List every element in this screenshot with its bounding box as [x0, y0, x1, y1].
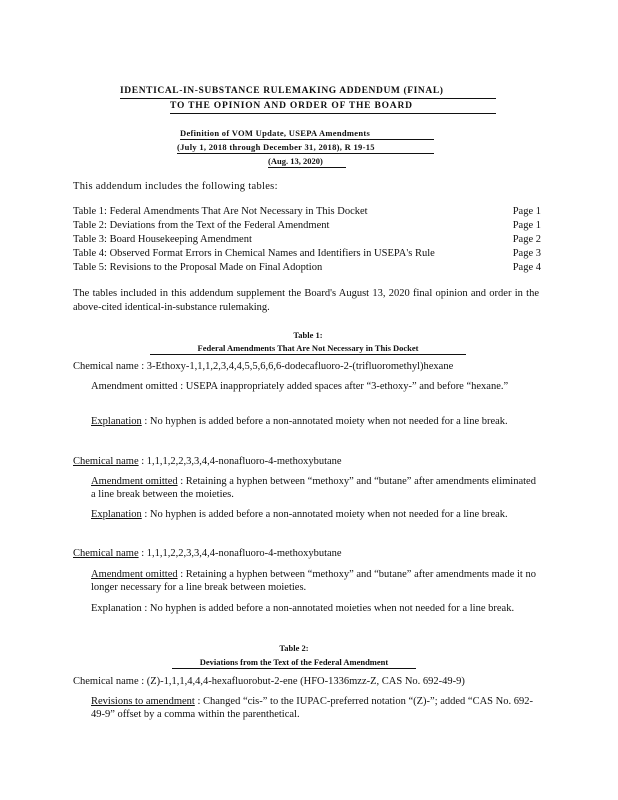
- explanation-label: Explanation: [91, 603, 142, 614]
- addendum-title: IDENTICAL-IN-SUBSTANCE RULEMAKING ADDENDUM (FINAL): [120, 86, 444, 96]
- chemical-entry: [73, 676, 465, 687]
- chemical-entry: [73, 456, 342, 467]
- chemical-name-value: : 1,1,1,2,2,3,3,4,4-nonafluoro-4-methoxybutane: [141, 456, 342, 467]
- amendment-note: [91, 568, 539, 594]
- table2-caption: Deviations from the Text of the Federal Amendment: [199, 657, 389, 667]
- docket-definition: Definition of VOM Update, USEPA Amendments: [180, 128, 371, 138]
- toc-label: Table 4: Observed Format Errors in Chemical Names and Identifiers in USEPA's Rule: [73, 248, 435, 259]
- revision-label: Revisions to amendment: [91, 696, 195, 707]
- explanation-text: : No hyphen is added before a non-annotated moieties when not needed for a line break.: [144, 603, 515, 614]
- chemical-name-value: : (Z)-1,1,1,4,4,4-hexafluorobut-2-ene (HFO-1336mzz-Z, CAS No. 692-49-9): [141, 676, 465, 687]
- explanation-label: Explanation: [91, 509, 142, 520]
- explanation-label: Explanation: [91, 416, 142, 427]
- toc-page: Page 3: [512, 248, 541, 259]
- subtitle-underline: [170, 113, 496, 114]
- explanation-note: [91, 415, 539, 428]
- toc-item: [73, 220, 541, 231]
- toc-item: [73, 248, 541, 259]
- table1-underline: [150, 354, 466, 355]
- intro-text: This addendum includes the following tables:: [73, 181, 278, 192]
- toc-page: Page 1: [512, 206, 541, 217]
- table2-number: Table 2:: [279, 643, 309, 653]
- explanation-note: [91, 508, 539, 521]
- table2-underline: [172, 668, 416, 669]
- amendment-text: : Retaining a hyphen between “methoxy” and “butane” after amendments made it no longer necessary for a line break between moieties.: [91, 569, 536, 593]
- title-underline: [120, 98, 496, 99]
- amendment-note: [91, 380, 539, 393]
- chemical-name-label: Chemical name: [73, 548, 139, 559]
- revision-text: : Changed “cis-” to the IUPAC-preferred notation “(Z)-”; added “CAS No. 692-49-9” offset by a comma within the parenthetical.: [91, 696, 533, 720]
- explanation-text: : No hyphen is added before a non-annotated moiety when not needed for a line break.: [144, 509, 508, 520]
- chemical-name-label: Chemical name: [73, 361, 139, 372]
- toc-label: Table 3: Board Housekeeping Amendment: [73, 234, 252, 245]
- addendum-subtitle: TO THE OPINION AND ORDER OF THE BOARD: [170, 101, 413, 111]
- docket-underline-1: [180, 139, 434, 140]
- table1-caption: Federal Amendments That Are Not Necessary in This Docket: [197, 343, 419, 353]
- chemical-entry: [73, 361, 453, 372]
- amendment-text: : Retaining a hyphen between “methoxy” and “butane” after amendments eliminated a line break between the moieties.: [91, 476, 536, 500]
- docket-underline-2: [177, 153, 434, 154]
- toc-page: Page 4: [512, 262, 541, 273]
- chemical-entry: [73, 548, 342, 559]
- chemical-name-value: : 1,1,1,2,2,3,3,4,4-nonafluoro-4-methoxybutane: [141, 548, 342, 559]
- date-underline: [268, 167, 346, 168]
- toc-label: Table 2: Deviations from the Text of the Federal Amendment: [73, 220, 330, 231]
- amendment-text: : USEPA inappropriately added spaces after “3-ethoxy-” and before “hexane.”: [180, 381, 509, 392]
- opinion-date: (Aug. 13, 2020): [268, 156, 323, 166]
- supplement-paragraph: The tables included in this addendum supplement the Board's August 13, 2020 final opinion and order in the above-cited identical-in-substance rulemaking.: [73, 288, 539, 313]
- amendment-label: Amendment omitted: [91, 569, 178, 580]
- toc-label: Table 5: Revisions to the Proposal Made on Final Adoption: [73, 262, 323, 273]
- toc-item: [73, 234, 541, 245]
- explanation-note: [91, 602, 539, 615]
- toc-page: Page 2: [512, 234, 541, 245]
- toc-item: [73, 262, 541, 273]
- explanation-text: : No hyphen is added before a non-annotated moiety when not needed for a line break.: [144, 416, 508, 427]
- amendment-label: Amendment omitted: [91, 381, 178, 392]
- revision-note: [91, 695, 539, 721]
- chemical-name-label: Chemical name: [73, 456, 139, 467]
- toc-item: [73, 206, 541, 217]
- chemical-name-value: : 3-Ethoxy-1,1,1,2,3,4,4,5,5,6,6,6-dodecafluoro-2-(trifluoromethyl)hexane: [141, 361, 454, 372]
- chemical-name-label: Chemical name: [73, 676, 139, 687]
- table1-number: Table 1:: [293, 330, 323, 340]
- toc-page: Page 1: [512, 220, 541, 231]
- toc-label: Table 1: Federal Amendments That Are Not Necessary in This Docket: [73, 206, 368, 217]
- amendment-note: [91, 475, 539, 501]
- docket-dates: (July 1, 2018 through December 31, 2018), R 19-15: [177, 142, 375, 152]
- amendment-label: Amendment omitted: [91, 476, 178, 487]
